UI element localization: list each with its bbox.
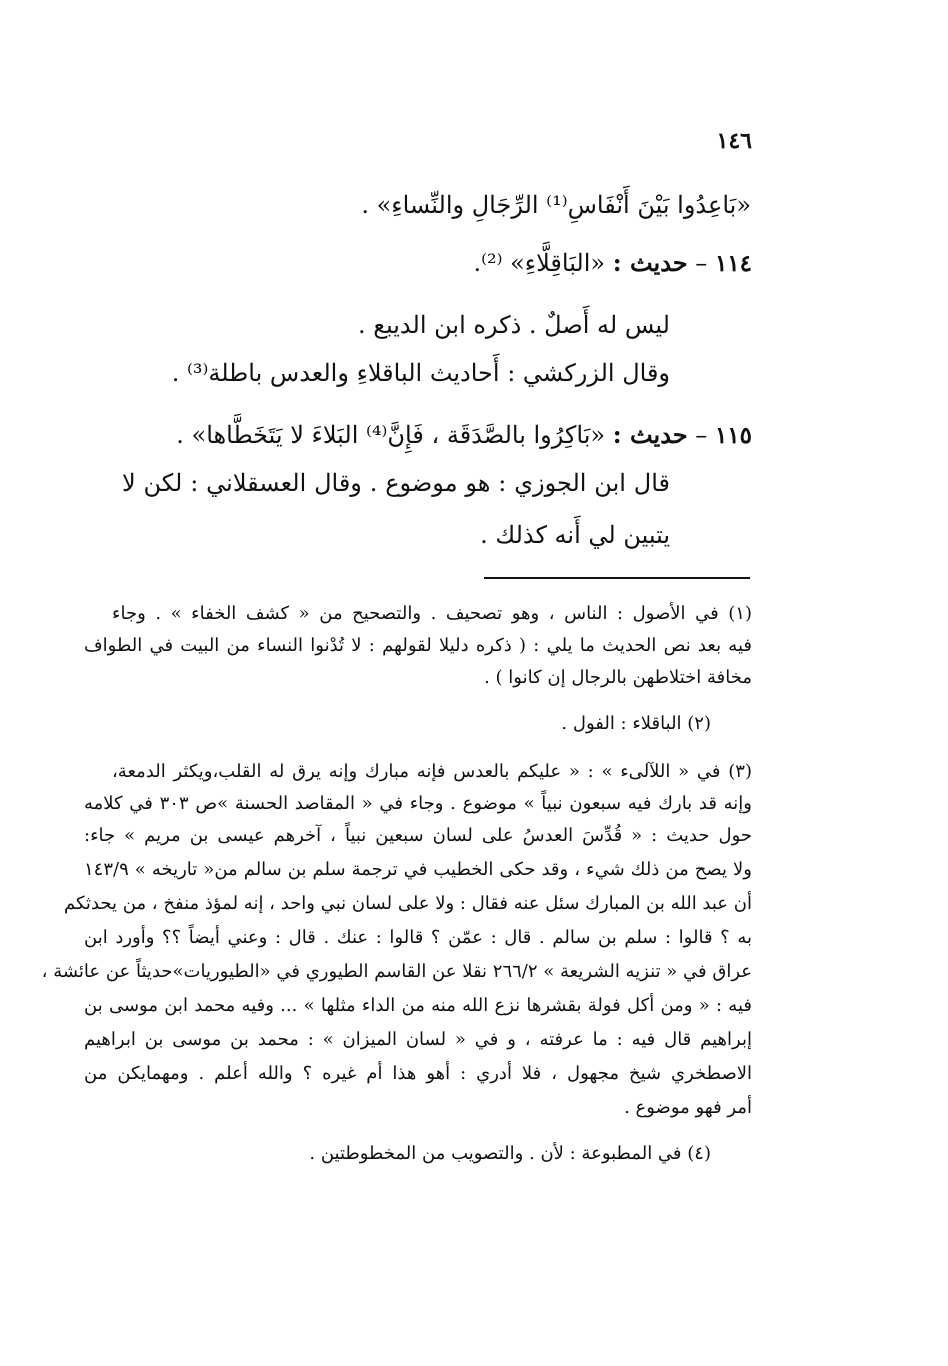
footnote-3-line: الاصطخري شيخ مجهول ، فلا أدري : أهو هذا أم غيره ؟ والله أعلم . ومهمايكن من [84,1063,752,1084]
footnote-divider [484,577,750,579]
footnote-3-line: أن عبد الله بن المبارك سئل عنه فقال : ولا على لسان نبي واحد ، إنه لمؤذ منفخ ، من يحدثكم [64,893,752,914]
footnote-3-line: حول حديث : « قُدِّسَ العدسُ على لسان سبعين نبياً ، آخرهم عيسى بن مريم » جاء: [84,825,752,846]
entry-number: ١١٥ [714,422,752,449]
footnote-1-line: مخافة اختلاطهن بالرجال إن كانوا ) . [484,667,752,688]
entry-dash: – [695,421,708,449]
footnote-3-line: وإنه قد بارك فيه سبعون نبياً » موضوع . وجاء في « المقاصد الحسنة »ص ٣٠٣ في كلامه [84,793,752,814]
footnote-4: (٤) في المطبوعة : لأن . والتصويب من المخطوطتين . [309,1143,711,1164]
entry-text: «بَاكِرُوا بالصَّدَقَة ، فَإِنَّ⁽⁴⁾ البَلاءَ لا يَتَخَطَّاها» . [176,421,606,449]
entry-label: حديث : [612,248,688,277]
footnote-3-line: إبراهيم قال فيه : ما عرفته ، و في « لسان الميزان » : محمد بن موسى بن ابراهيم [84,1029,752,1050]
main-line-zarkashi: وقال الزركشي : أَحاديث الباقلاءِ والعدس باطلة⁽³⁾ . [171,359,670,387]
main-line-hadith-text: «بَاعِدُوا بَيْنَ أَنْفَاسِ⁽¹⁾ الرِّجَالِ والنِّساءِ» . [361,191,751,219]
footnote-3-line: به ؟ قالوا : سلم بن سالم . قال : عمّن ؟ قالوا : عنك . قال : وعني أيضاً ؟؟ وأورد ابن [84,927,752,948]
footnote-1-line: فيه بعد نص الحديث ما يلي : ( ذكره دليلا لقولهم : لا تُدْنوا النساء من البيت في الطواف [84,635,752,656]
main-line-not-clear: يتبين لي أَنه كذلك . [480,521,670,549]
footnote-3-line: ولا يصح من ذلك شيء ، وقد حكى الخطيب في ترجمة سلم بن سالم من« تاريخه » ١٤٣/٩ [84,859,752,880]
footnote-3-line: أمر فهو موضوع . [624,1097,752,1118]
footnote-3-line: (٣) في « اللآلىء » : « عليكم بالعدس فإنه مبارك وإنه يرق له القلب،ويكثر الدمعة، [112,761,752,782]
footnote-2: (٢) الباقلاء : الفول . [561,713,711,734]
main-line-no-origin: ليس له أَصلٌ . ذكره ابن الديبع . [357,311,670,339]
footnote-3-line: عراق في « تنزيه الشريعة » ٢٦٦/٢ نقلا عن القاسم الطيوري في «الطيوريات»حديثاً عن عائشة ، [41,961,752,982]
entry-label: حديث : [612,420,688,449]
footnote-1-line: (١) في الأصول : الناس ، وهو تصحيف . والتصحيح من « كشف الخفاء » . وجاء [112,603,752,624]
entry-text: «البَاقِلَّاءِ» ⁽²⁾. [473,249,606,277]
entry-115 [176,418,752,453]
footnote-3-line: فيه : « ومن أكل فولة بقشرها نزع الله منه من الداء مثلها » ... وفيه محمد ابن موسى بن [84,995,752,1016]
entry-dash: – [695,249,708,277]
entry-number: ١١٤ [714,250,752,277]
page-number: ١٤٦ [716,128,752,154]
entry-114 [473,246,752,281]
main-line-ibn-jawzi: قال ابن الجوزي : هو موضوع . وقال العسقلاني : لكن لا [122,469,670,497]
